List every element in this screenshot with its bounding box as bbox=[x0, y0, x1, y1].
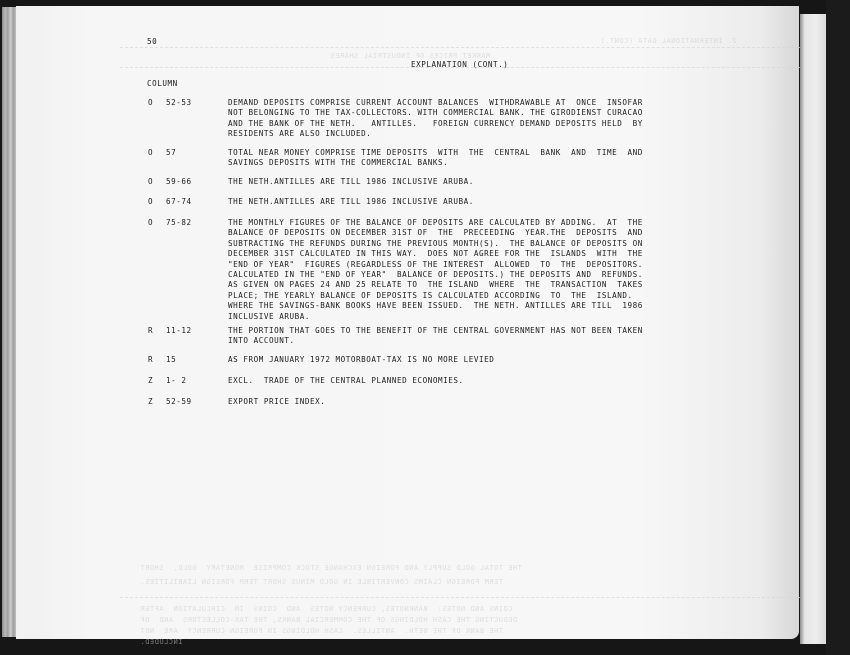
entry-text-line: INTO ACCOUNT. bbox=[228, 336, 295, 346]
entry-text-line: CALCULATED IN THE "END OF YEAR" BALANCE OF DEPOSITS.) THE DEPOSITS AND REFUNDS. bbox=[228, 270, 643, 279]
entry-prefix: O bbox=[148, 177, 154, 186]
entry-text-line: DEMAND DEPOSITS COMPRISE CURRENT ACCOUNT BALANCES WITHDRAWABLE AT ONCE INSOFAR bbox=[228, 98, 643, 107]
bleed-through-subtitle: MARKET PRICES OF INDUSTRIAL SHARES bbox=[330, 52, 491, 60]
entry-text-line: RESIDENTS ARE ALSO INCLUDED. bbox=[228, 129, 372, 139]
entry-column-code: 67-74 bbox=[166, 197, 192, 206]
page-title: EXPLANATION (CONT.) bbox=[411, 60, 509, 69]
entry-text-line: AS FROM JANUARY 1972 MOTORBOAT-TAX IS NO MORE LEVIED bbox=[228, 355, 495, 364]
bleed-through-header: 2. INTERNATIONAL DATA (CONT.) bbox=[600, 37, 737, 45]
entry-column-code: 57 bbox=[166, 148, 177, 157]
entry-text-line: AS GIVEN ON PAGES 24 AND 25 RELATE TO THE ISLAND WHERE THE TRANSACTION TAKES bbox=[228, 280, 643, 290]
entry-column-code: 75-82 bbox=[166, 218, 192, 227]
page-number: 50 bbox=[147, 37, 158, 46]
entry-text-line: TOTAL NEAR MONEY COMPRISE TIME DEPOSITS WITH THE CENTRAL BANK AND TIME AND bbox=[228, 148, 643, 157]
entry-text-line: THE PORTION THAT GOES TO THE BENEFIT OF THE CENTRAL GOVERNMENT HAS NOT BEEN TAKEN bbox=[228, 326, 643, 335]
scan-border bbox=[826, 0, 850, 655]
entry-column-code: 52-59 bbox=[166, 397, 192, 406]
entry-prefix: Z bbox=[148, 376, 154, 385]
entry-prefix: O bbox=[148, 197, 154, 206]
entry-text-line: BALANCE OF DEPOSITS ON DECEMBER 31ST OF THE PRECEEDING YEAR.THE DEPOSITS AND bbox=[228, 228, 643, 238]
bleed-through-rule bbox=[120, 47, 800, 48]
entry-column-code: 1- 2 bbox=[166, 376, 187, 385]
entry-text-line: THE NETH.ANTILLES ARE TILL 1986 INCLUSIVE ARUBA. bbox=[228, 177, 474, 186]
bleed-through-line: THE TOTAL GOLD SUPPLY AND FOREIGN EXCHANGE STOCK COMPRISE MONETARY GOLD, SHORT bbox=[140, 564, 522, 572]
bleed-through-line: COINS AND NOTES: BANKNOTES, CURRENCY NOTES AND COINS IN CIRCULATION AFTER bbox=[140, 605, 513, 613]
entry-text-line: SUBTRACTING THE REFUNDS DURING THE PREVIOUS MONTH(S). THE BALANCE OF DEPOSITS ON bbox=[228, 238, 643, 248]
entry-prefix: R bbox=[148, 355, 154, 364]
entry-text-line: DECEMBER 31ST CALCULATED IN THIS WAY. DOES NOT AGREE FOR THE ISLANDS WITH THE bbox=[228, 249, 643, 259]
bleed-through-line: DEDUCTING THE CASH HOLDINGS OF THE COMMERCIAL BANKS, THE TAX-COLLECTORS AND OF bbox=[140, 616, 518, 624]
entry-text-line: SAVINGS DEPOSITS WITH THE COMMERCIAL BANKS. bbox=[228, 158, 449, 168]
entry-text-line: "END OF YEAR" FIGURES (REGARDLESS OF THE INTEREST ALLOWED TO THE DEPOSITORS. bbox=[228, 259, 643, 269]
entry-prefix: O bbox=[148, 218, 154, 227]
column-heading: COLUMN bbox=[147, 79, 178, 88]
entry-text-line: PLACE; THE YEARLY BALANCE OF DEPOSITS IS CALCULATED ACCORDING TO THE ISLAND. bbox=[228, 290, 633, 300]
entry-column-code: 15 bbox=[166, 355, 177, 364]
entry-text-line: EXPORT PRICE INDEX. bbox=[228, 397, 326, 406]
entry-text-line: EXCL. TRADE OF THE CENTRAL PLANNED ECONOMIES. bbox=[228, 376, 464, 385]
entry-column-code: 11-12 bbox=[166, 326, 192, 335]
entry-text-line: NOT BELONGING TO THE TAX-COLLECTORS. WITH COMMERCIAL BANK. THE GIRODIENST CURACAO bbox=[228, 108, 643, 118]
bleed-through-rule bbox=[120, 597, 800, 598]
bleed-through-line: INCLUDED. bbox=[140, 638, 183, 646]
entry-prefix: Z bbox=[148, 397, 154, 406]
entry-text-line: WHERE THE SAVINGS-BANK BOOKS HAVE BEEN ISSUED. THE NETH. ANTILLES ARE TILL 1986 bbox=[228, 301, 643, 311]
entry-text-line: THE NETH.ANTILLES ARE TILL 1986 INCLUSIVE ARUBA. bbox=[228, 197, 474, 206]
entry-column-code: 59-66 bbox=[166, 177, 192, 186]
bleed-through-line: TERM FOREIGN CLAIMS CONVERTIBLE IN GOLD MINUS SHORT TERM FOREIGN LIABILITIES. bbox=[140, 578, 504, 586]
right-page-edge bbox=[800, 14, 826, 644]
entry-text-line: INCLUSIVE ARUBA. bbox=[228, 311, 310, 321]
entry-text-line: AND THE BANK OF THE NETH. ANTILLES. FOREIGN CURRENCY DEMAND DEPOSITS HELD BY bbox=[228, 118, 643, 128]
entry-prefix: R bbox=[148, 326, 154, 335]
entry-prefix: O bbox=[148, 148, 154, 157]
entry-column-code: 52-53 bbox=[166, 98, 192, 107]
entry-text-line: THE MONTHLY FIGURES OF THE BALANCE OF DEPOSITS ARE CALCULATED BY ADDING. AT THE bbox=[228, 218, 643, 227]
bleed-through-line: THE BANK OF THE NETH. ANTILLES. CASH HOLDINGS IN FOREIGN CURRENCY ARE NOT bbox=[140, 627, 504, 635]
entry-prefix: O bbox=[148, 98, 154, 107]
